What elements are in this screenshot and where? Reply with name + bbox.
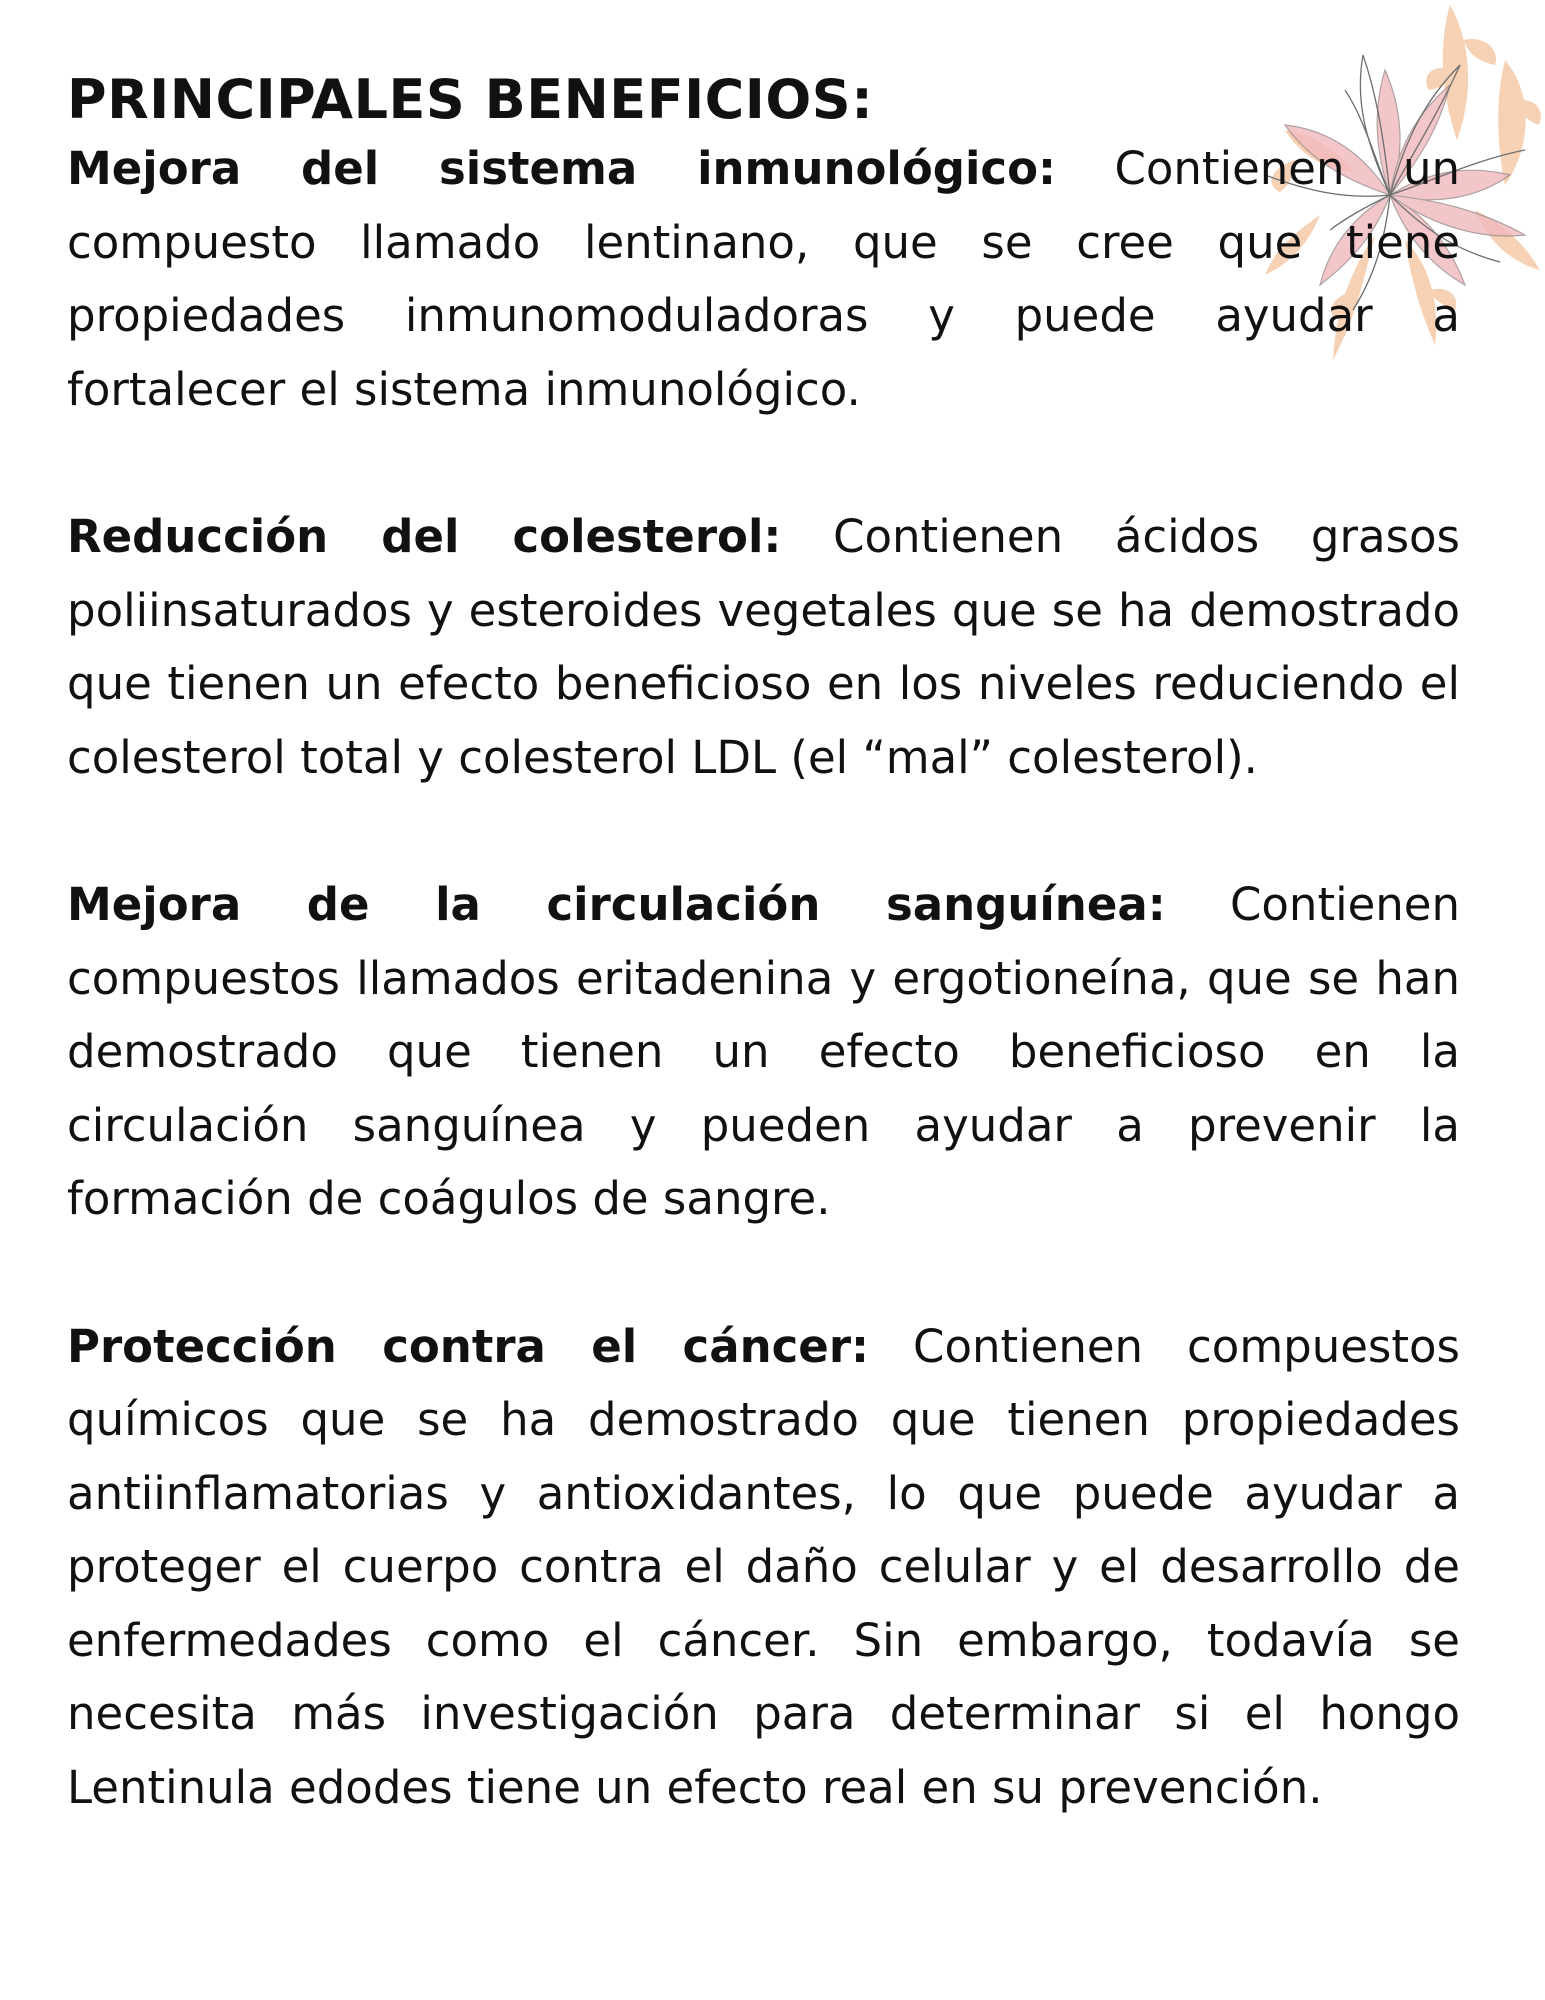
benefit-text: Contienen ácidos grasos poliinsaturados y esteroides vegetales que se ha demostrado que tienen un efecto beneficioso en los niveles reduciendo el colesterol total y colesterol LDL (el “mal” colesterol). [67, 510, 1460, 784]
benefit-text: Contienen un compuesto llamado lentinano, que se cree que tiene propiedades inmunomoduladoras y puede ayudar a fortalecer el sistema inmunológico. [67, 142, 1460, 416]
benefit-cancer-protection [67, 1310, 1460, 1825]
page-title: PRINCIPALES BENEFICIOS: [67, 68, 874, 131]
benefit-text: Contienen compuestos químicos que se ha demostrado que tienen propiedades antiinflamatorias y antioxidantes, lo que puede ayudar a proteger el cuerpo contra el daño celular y el desarrollo de enfermedades como el cáncer. Sin embargo, todavía se necesita más investigación para determinar si el hongo Lentinula edodes tiene un efecto real en su prevención. [67, 1319, 1460, 1814]
benefit-text: Contienen compuestos llamados eritadenina y ergotioneína, que se han demostrado que tienen un efecto beneficioso en la circulación sanguínea y pueden ayudar a prevenir la formación de coágulos de sangre. [67, 878, 1460, 1225]
document-body [67, 60, 1460, 1824]
benefit-circulation [67, 868, 1460, 1236]
benefit-heading: Mejora del sistema inmunológico: [67, 142, 1056, 195]
benefit-heading: Protección contra el cáncer: [67, 1319, 870, 1373]
benefit-heading: Reducción del colesterol: [67, 510, 782, 563]
benefit-immune-system [67, 132, 1460, 426]
benefit-cholesterol [67, 500, 1460, 794]
benefit-heading: Mejora de la circulación sanguínea: [67, 878, 1166, 931]
